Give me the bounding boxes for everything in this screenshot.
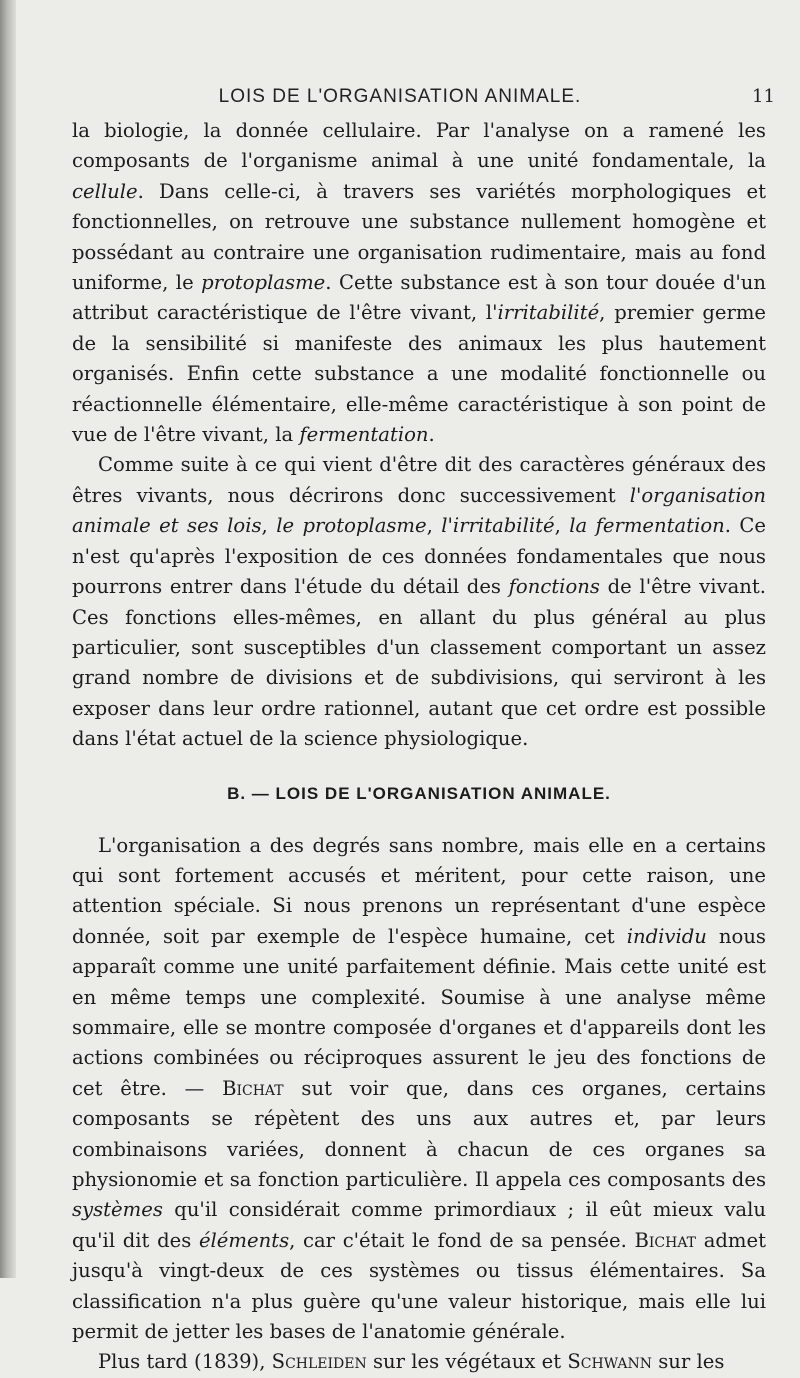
term-organisation-animale: l'organisation animale et ses lois	[72, 483, 766, 538]
paragraph-schleiden-schwann: Plus tard (1839), Schleiden sur les végétaux et Schwann sur les	[98, 1350, 725, 1374]
paragraph-organisation: L'organisation a des degrés sans nombre, mais elle en a certains qui sont fortement accusés et méritent, pour cette raison, une attention spéciale. Si nous prenons un représentant d'une espèce donnée, soit par exemple de l'espèce humaine, cet individu nous apparaît comme une unité parfaitement définie. Mais cette unité est en même temps une complexité. Soumise à une analyse même sommaire, elle se montre composée d'organes et d'appareils dont les actions combinées ou réciproques assurent le jeu des fonctions de cet être. — Bichat sut voir que, dans ces organes, certains composants se répètent des uns aux autres et, par leurs combinaisons variées, donnent à chacun de ces organes sa physionomie et sa fonction particulière. Il appela ces composants des systèmes qu'il considérait comme primordiaux ; il eût mieux valu qu'il dit des éléments, car c'était le fond de sa pensée. Bichat admet jusqu'à vingt-deux de ces systèmes ou tissus élémentaires. Sa classification n'a plus guère qu'une valeur historique, mais elle lui permit de jetter les bases de l'anatomie générale.	[72, 833, 766, 1344]
paragraph-cellule: la biologie, la donnée cellulaire. Par l'analyse on a ramené les composants de l'organisme animal à une unité fondamentale, la cellule. Dans celle-ci, à travers ses variétés morphologiques et fonctionnelles, on retrouve une substance nullement homogène et possédant au contraire une organisation rudimentaire, mais au fond uniforme, le protoplasme. Cette substance est à son tour douée d'un attribut caractéristique de l'être vivant, l'irritabilité, premier germe de la sensibilité si manifeste des animaux les plus hautement organisés. Enfin cette substance a une modalité fonctionnelle ou réactionnelle élémentaire, elle-même caractéristique à son point de vue de l'être vivant, la fermentation.	[72, 119, 766, 447]
page-number: 11	[752, 86, 775, 107]
term-systemes: systèmes	[72, 1198, 163, 1222]
body-text	[72, 116, 766, 1378]
running-title: LOIS DE L'ORGANISATION ANIMALE.	[218, 86, 582, 107]
paragraph-plan: Comme suite à ce qui vient d'être dit des caractères généraux des êtres vivants, nous décrirons donc successivement l'organisation animale et ses lois, le protoplasme, l'irritabilité, la fermentation. Ce n'est qu'après l'exposition de ces données fondamentales que nous pourrons entrer dans l'étude du détail des fonctions de l'être vivant. Ces fonctions elles-mêmes, en allant du plus général au plus particulier, sont susceptibles d'un classement comportant un assez grand nombre de divisions et de subdivisions, qui serviront à les exposer dans leur ordre rationnel, autant que cet ordre est possible dans l'état actuel de la science physiologique.	[72, 453, 766, 751]
author-schwann: Schwann	[567, 1350, 653, 1374]
term-protoplasme: le protoplasme	[276, 514, 427, 538]
author-bichat: Bichat	[634, 1228, 697, 1252]
term-irritabilite: l'irritabilité	[441, 514, 555, 538]
term-elements: éléments	[198, 1228, 290, 1252]
term-fermentation: la fermentation	[569, 514, 725, 538]
term-cellule: cellule	[72, 179, 138, 203]
author-schleiden: Schleiden	[271, 1350, 367, 1374]
term-protoplasme: protoplasme	[201, 271, 326, 295]
term-fermentation: fermentation	[299, 423, 429, 447]
term-irritabilite: irritabilité	[497, 301, 600, 325]
term-fonctions: fonctions	[508, 575, 600, 599]
term-individu: individu	[626, 924, 707, 948]
running-head	[0, 86, 800, 110]
author-bichat: Bichat	[222, 1076, 284, 1100]
section-heading: B. — LOIS DE L'ORGANISATION ANIMALE.	[227, 783, 611, 803]
